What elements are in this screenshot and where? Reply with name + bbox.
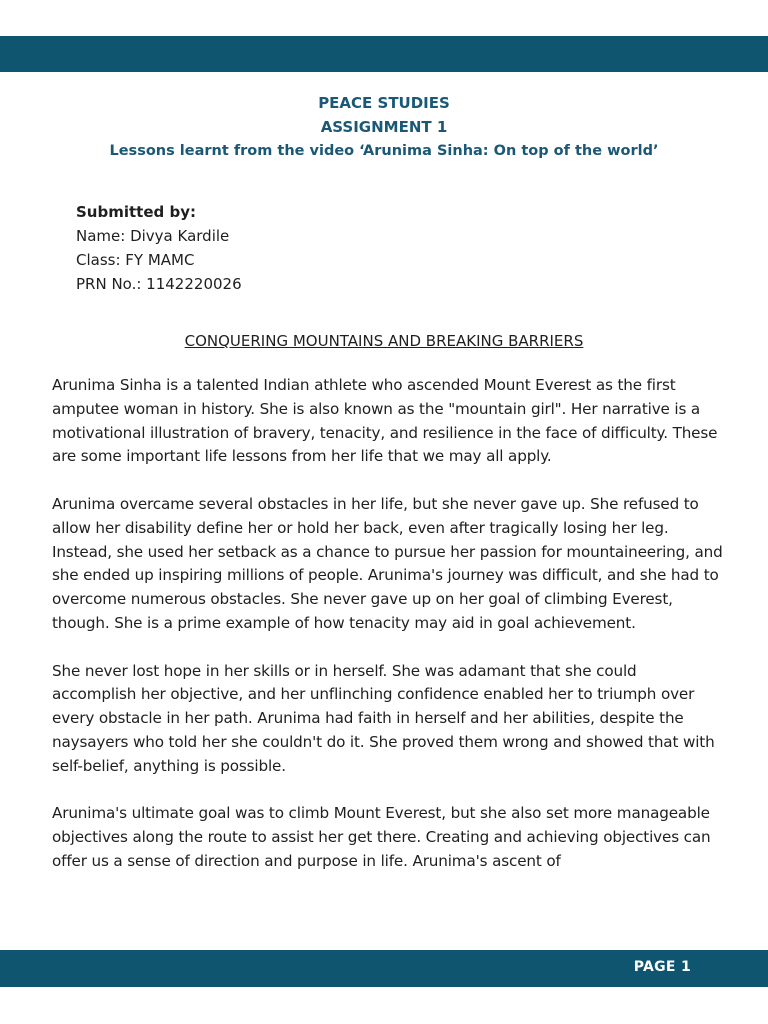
student-name: Name: Divya Kardile [76,227,230,245]
paragraph: Arunima's ultimate goal was to climb Mount Everest, but she also set more manageable objectives along the route to assist her get there. Creating and achieving objectives can offer us a sense of direction and purpose in life. Arunima's ascent of [52,804,711,870]
assignment-subtitle: Lessons learnt from the video ‘Arunima Sinha: On top of the world’ [109,143,659,159]
submitted-by-label: Submitted by: [76,203,196,221]
submission-details [76,200,242,296]
paragraph: Arunima Sinha is a talented Indian athlete who ascended Mount Everest as the first amputee woman in history. She is also known as the "mountain girl". Her narrative is a motivational illustration of bravery, tenacity, and resilience in the face of difficulty. These are some important life lessons from her life that we may all apply. [52,376,718,466]
assignment-title: ASSIGNMENT 1 [320,118,448,136]
course-title: PEACE STUDIES [318,94,450,112]
section-title: CONQUERING MOUNTAINS AND BREAKING BARRIERS [184,332,584,350]
page-number: PAGE 1 [633,959,691,975]
document-header [0,91,768,163]
top-banner [0,36,768,72]
student-prn: PRN No.: 1142220026 [76,275,242,293]
student-class: Class: FY MAMC [76,251,195,269]
essay-body [52,374,724,898]
footer-banner [0,950,768,987]
paragraph: She never lost hope in her skills or in herself. She was adamant that she could accomplish her objective, and her unflinching confidence enabled her to triumph over every obstacle in her path. Arunima had faith in herself and her abilities, despite the naysayers who told her she couldn't do it. She proved them wrong and showed that with self-belief, anything is possible. [52,661,715,775]
paragraph: Arunima overcame several obstacles in her life, but she never gave up. She refused to allow her disability define her or hold her back, even after tragically losing her leg. Instead, she used her setback as a chance to pursue her passion for mountaineering, and she ended up inspiring millions of people. Arunima's journey was difficult, and she had to overcome numerous obstacles. She never gave up on her goal of climbing Everest, though. She is a prime example of how tenacity may aid in goal achievement. [52,494,723,632]
